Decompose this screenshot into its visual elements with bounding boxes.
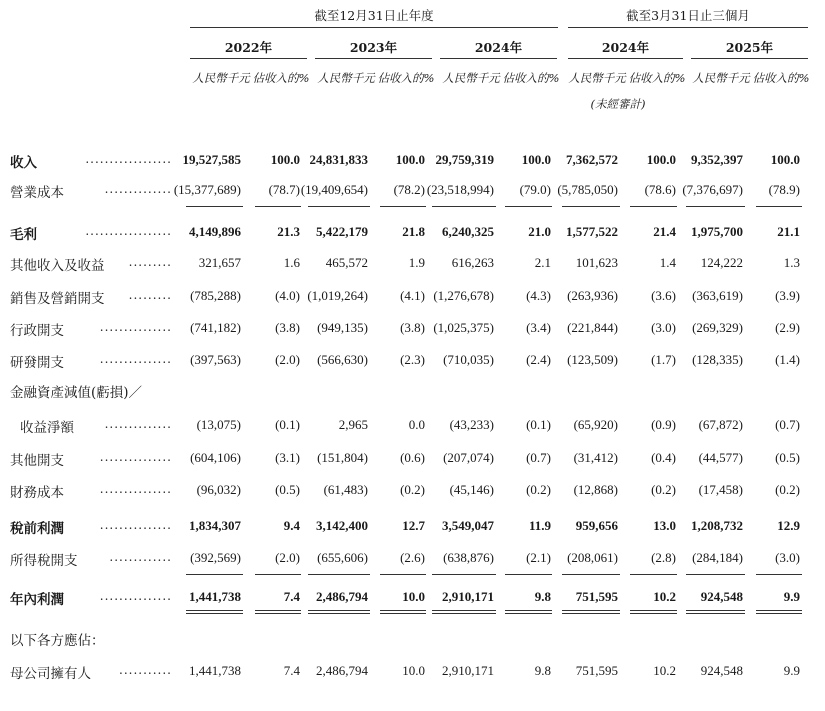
year-2024-q1: 2024年: [601, 40, 650, 55]
leader-dots: ...............: [99, 482, 172, 496]
total-underline: [562, 613, 620, 614]
percent-cell: (2.8): [651, 550, 676, 565]
amount-cell: (45,146): [449, 482, 494, 497]
amount-cell: 1,975,700: [691, 224, 743, 239]
total-underline: [255, 574, 301, 575]
unit-rmb: 人民幣千元: [568, 71, 626, 85]
year-2024: 2024年: [474, 40, 523, 55]
row-label: 其他收入及收益: [10, 258, 105, 274]
leader-dots: ...............: [99, 320, 172, 334]
amount-cell: (710,035): [443, 352, 494, 367]
leader-dots: ...............: [99, 518, 172, 532]
total-underline: [255, 613, 301, 614]
percent-cell: (4.1): [400, 288, 425, 303]
unit-pct: 佔收入的%: [628, 71, 686, 85]
year-divider: [190, 58, 307, 59]
amount-cell: 2,910,171: [442, 663, 494, 678]
amount-cell: 1,834,307: [189, 518, 241, 533]
leader-dots: ...............: [99, 589, 172, 603]
row-label: 營業成本: [10, 185, 64, 201]
percent-cell: 1.3: [783, 255, 800, 270]
row-label: 行政開支: [10, 323, 64, 339]
total-underline: [630, 610, 677, 611]
percent-cell: 12.9: [777, 518, 800, 533]
total-underline: [686, 613, 745, 614]
total-underline: [186, 206, 243, 207]
percent-cell: 1.6: [283, 255, 300, 270]
amount-cell: (1,276,678): [433, 288, 494, 303]
row-label: 毛利: [10, 227, 37, 243]
total-underline: [630, 206, 677, 207]
amount-cell: 2,486,794: [316, 663, 368, 678]
amount-cell: (284,184): [692, 550, 743, 565]
total-underline: [308, 574, 370, 575]
amount-cell: (263,936): [567, 288, 618, 303]
amount-cell: (44,577): [698, 450, 743, 465]
percent-cell: (3.9): [775, 288, 800, 303]
total-underline: [630, 613, 677, 614]
leader-dots: ...........: [119, 663, 172, 677]
percent-cell: 9.8: [534, 589, 551, 604]
percent-cell: (0.1): [275, 417, 300, 432]
amount-cell: 124,222: [700, 255, 743, 270]
percent-cell: (0.7): [775, 417, 800, 432]
percent-cell: (0.2): [526, 482, 551, 497]
amount-cell: 924,548: [700, 663, 743, 678]
percent-cell: (0.2): [400, 482, 425, 497]
amount-cell: (12,868): [573, 482, 618, 497]
percent-cell: 9.4: [283, 518, 300, 533]
amount-cell: (123,509): [567, 352, 618, 367]
percent-cell: 9.9: [783, 589, 800, 604]
amount-cell: (785,288): [190, 288, 241, 303]
amount-cell: 1,441,738: [189, 663, 241, 678]
percent-cell: (2.9): [775, 320, 800, 335]
percent-cell: (78.2): [393, 182, 425, 197]
amount-cell: 616,263: [451, 255, 494, 270]
unit-pct: 佔收入的%: [752, 71, 810, 85]
header-divider: [568, 27, 808, 28]
header-group-annual: 截至12月31日止年度: [314, 8, 434, 23]
total-underline: [562, 610, 620, 611]
total-underline: [186, 613, 243, 614]
year-divider: [315, 58, 432, 59]
leader-dots: ..................: [85, 224, 172, 238]
amount-cell: (7,376,697): [682, 182, 743, 197]
amount-cell: 19,527,585: [182, 152, 241, 167]
amount-cell: 1,208,732: [691, 518, 743, 533]
leader-dots: ..............: [104, 182, 172, 196]
amount-cell: 751,595: [575, 663, 618, 678]
percent-cell: (1.4): [775, 352, 800, 367]
amount-cell: 2,486,794: [316, 589, 368, 604]
amount-cell: (65,920): [573, 417, 618, 432]
amount-cell: 4,149,896: [189, 224, 241, 239]
percent-cell: (79.0): [519, 182, 551, 197]
percent-cell: 100.0: [646, 152, 676, 167]
percent-cell: (0.4): [651, 450, 676, 465]
row-label: 研發開支: [10, 355, 64, 371]
leader-dots: ..............: [104, 417, 172, 431]
row-label: 銷售及營銷開支: [10, 291, 105, 307]
total-underline: [308, 610, 370, 611]
amount-cell: (949,135): [317, 320, 368, 335]
percent-cell: (2.6): [400, 550, 425, 565]
row-label: 財務成本: [10, 485, 64, 501]
amount-cell: (655,606): [317, 550, 368, 565]
unit-unaudited: (未經審計): [590, 97, 646, 111]
total-underline: [686, 610, 745, 611]
percent-cell: (3.0): [651, 320, 676, 335]
leader-dots: .............: [109, 550, 172, 564]
row-label: 收益淨額: [20, 420, 74, 436]
percent-cell: (3.8): [400, 320, 425, 335]
percent-cell: 9.8: [534, 663, 551, 678]
amount-cell: 1,577,522: [566, 224, 618, 239]
percent-cell: (0.6): [400, 450, 425, 465]
row-label: 以下各方應佔：: [10, 633, 105, 649]
percent-cell: (3.6): [651, 288, 676, 303]
total-underline: [562, 574, 620, 575]
percent-cell: (78.6): [644, 182, 676, 197]
header-divider: [190, 27, 558, 28]
percent-cell: 100.0: [270, 152, 300, 167]
year-divider: [568, 58, 683, 59]
amount-cell: (5,785,050): [557, 182, 618, 197]
percent-cell: (2.3): [400, 352, 425, 367]
percent-cell: (3.1): [275, 450, 300, 465]
year-2025-q1: 2025年: [725, 40, 774, 55]
total-underline: [432, 574, 496, 575]
percent-cell: (0.7): [526, 450, 551, 465]
percent-cell: 21.0: [528, 224, 551, 239]
unit-rmb: 人民幣千元: [317, 71, 375, 85]
amount-cell: (392,569): [190, 550, 241, 565]
row-label: 金融資產減值(虧損)／: [10, 385, 143, 401]
amount-cell: 465,572: [325, 255, 368, 270]
percent-cell: (0.9): [651, 417, 676, 432]
percent-cell: 10.0: [402, 589, 425, 604]
year-divider: [691, 58, 808, 59]
leader-dots: .........: [128, 255, 172, 269]
amount-cell: 101,623: [575, 255, 618, 270]
row-label: 稅前利潤: [10, 521, 64, 537]
amount-cell: (23,518,994): [426, 182, 494, 197]
total-underline: [505, 574, 552, 575]
amount-cell: (221,844): [567, 320, 618, 335]
percent-cell: 21.8: [402, 224, 425, 239]
total-underline: [432, 206, 496, 207]
row-label: 所得稅開支: [10, 553, 78, 569]
amount-cell: 24,831,833: [309, 152, 368, 167]
row-label: 其他開支: [10, 453, 64, 469]
total-underline: [756, 613, 802, 614]
percent-cell: 9.9: [783, 663, 800, 678]
amount-cell: (128,335): [692, 352, 743, 367]
percent-cell: 13.0: [653, 518, 676, 533]
amount-cell: 321,657: [198, 255, 241, 270]
unit-rmb: 人民幣千元: [692, 71, 750, 85]
amount-cell: (15,377,689): [173, 182, 241, 197]
total-underline: [505, 610, 552, 611]
year-2022: 2022年: [224, 40, 273, 55]
percent-cell: (3.4): [526, 320, 551, 335]
percent-cell: (0.2): [651, 482, 676, 497]
leader-dots: ..................: [85, 152, 172, 166]
total-underline: [505, 613, 552, 614]
leader-dots: ...............: [99, 450, 172, 464]
unit-pct: 佔收入的%: [252, 71, 310, 85]
total-underline: [308, 613, 370, 614]
percent-cell: 10.2: [653, 589, 676, 604]
amount-cell: 3,549,047: [442, 518, 494, 533]
amount-cell: (363,619): [692, 288, 743, 303]
amount-cell: (151,804): [317, 450, 368, 465]
amount-cell: (1,025,375): [433, 320, 494, 335]
percent-cell: 2.1: [534, 255, 551, 270]
total-underline: [432, 610, 496, 611]
amount-cell: (1,019,264): [307, 288, 368, 303]
unit-pct: 佔收入的%: [502, 71, 560, 85]
percent-cell: (3.8): [275, 320, 300, 335]
amount-cell: 5,422,179: [316, 224, 368, 239]
total-underline: [255, 206, 301, 207]
total-underline: [380, 613, 426, 614]
amount-cell: (13,075): [196, 417, 241, 432]
percent-cell: (0.5): [275, 482, 300, 497]
percent-cell: (2.1): [526, 550, 551, 565]
amount-cell: (67,872): [698, 417, 743, 432]
amount-cell: 924,548: [700, 589, 743, 604]
percent-cell: (3.0): [775, 550, 800, 565]
total-underline: [686, 574, 745, 575]
row-label: 母公司擁有人: [10, 666, 91, 682]
total-underline: [756, 206, 802, 207]
total-underline: [562, 206, 620, 207]
percent-cell: 21.3: [277, 224, 300, 239]
amount-cell: (96,032): [196, 482, 241, 497]
percent-cell: 10.0: [402, 663, 425, 678]
amount-cell: 1,441,738: [189, 589, 241, 604]
total-underline: [380, 574, 426, 575]
header-group-quarter: 截至3月31日止三個月: [626, 8, 750, 23]
amount-cell: (208,061): [567, 550, 618, 565]
total-underline: [255, 610, 301, 611]
percent-cell: 100.0: [521, 152, 551, 167]
percent-cell: (0.5): [775, 450, 800, 465]
leader-dots: .........: [128, 288, 172, 302]
amount-cell: (741,182): [190, 320, 241, 335]
amount-cell: 29,759,319: [435, 152, 494, 167]
percent-cell: 1.4: [659, 255, 676, 270]
amount-cell: (207,074): [443, 450, 494, 465]
percent-cell: 7.4: [283, 663, 300, 678]
percent-cell: 10.2: [653, 663, 676, 678]
percent-cell: (4.3): [526, 288, 551, 303]
amount-cell: 2,965: [338, 417, 368, 432]
amount-cell: 751,595: [575, 589, 618, 604]
total-underline: [686, 206, 745, 207]
percent-cell: 21.1: [777, 224, 800, 239]
total-underline: [380, 206, 426, 207]
percent-cell: 7.4: [283, 589, 300, 604]
percent-cell: (0.1): [526, 417, 551, 432]
amount-cell: 959,656: [575, 518, 618, 533]
percent-cell: (2.0): [275, 550, 300, 565]
amount-cell: (19,409,654): [300, 182, 368, 197]
amount-cell: (397,563): [190, 352, 241, 367]
percent-cell: 100.0: [395, 152, 425, 167]
leader-dots: ...............: [99, 352, 172, 366]
amount-cell: (17,458): [698, 482, 743, 497]
percent-cell: (0.2): [775, 482, 800, 497]
total-underline: [308, 206, 370, 207]
percent-cell: (2.0): [275, 352, 300, 367]
amount-cell: (269,329): [692, 320, 743, 335]
row-label: 年內利潤: [10, 592, 64, 608]
total-underline: [630, 574, 677, 575]
unit-pct: 佔收入的%: [377, 71, 435, 85]
percent-cell: (2.4): [526, 352, 551, 367]
percent-cell: (78.9): [768, 182, 800, 197]
percent-cell: 1.9: [408, 255, 425, 270]
amount-cell: (638,876): [443, 550, 494, 565]
amount-cell: 6,240,325: [442, 224, 494, 239]
amount-cell: (61,483): [323, 482, 368, 497]
year-divider: [440, 58, 557, 59]
percent-cell: 21.4: [653, 224, 676, 239]
percent-cell: 100.0: [770, 152, 800, 167]
percent-cell: (1.7): [651, 352, 676, 367]
total-underline: [186, 610, 243, 611]
total-underline: [186, 574, 243, 575]
year-2023: 2023年: [349, 40, 398, 55]
amount-cell: 9,352,397: [691, 152, 743, 167]
amount-cell: (31,412): [573, 450, 618, 465]
percent-cell: (78.7): [268, 182, 300, 197]
amount-cell: (43,233): [449, 417, 494, 432]
amount-cell: 2,910,171: [442, 589, 494, 604]
total-underline: [756, 574, 802, 575]
percent-cell: 11.9: [528, 518, 551, 533]
amount-cell: 7,362,572: [566, 152, 618, 167]
row-label: 收入: [10, 155, 37, 171]
unit-rmb: 人民幣千元: [192, 71, 250, 85]
percent-cell: 0.0: [408, 417, 425, 432]
total-underline: [756, 610, 802, 611]
unit-rmb: 人民幣千元: [442, 71, 500, 85]
total-underline: [505, 206, 552, 207]
amount-cell: 3,142,400: [316, 518, 368, 533]
amount-cell: (604,106): [190, 450, 241, 465]
amount-cell: (566,630): [317, 352, 368, 367]
total-underline: [380, 610, 426, 611]
percent-cell: (4.0): [275, 288, 300, 303]
total-underline: [432, 613, 496, 614]
percent-cell: 12.7: [402, 518, 425, 533]
